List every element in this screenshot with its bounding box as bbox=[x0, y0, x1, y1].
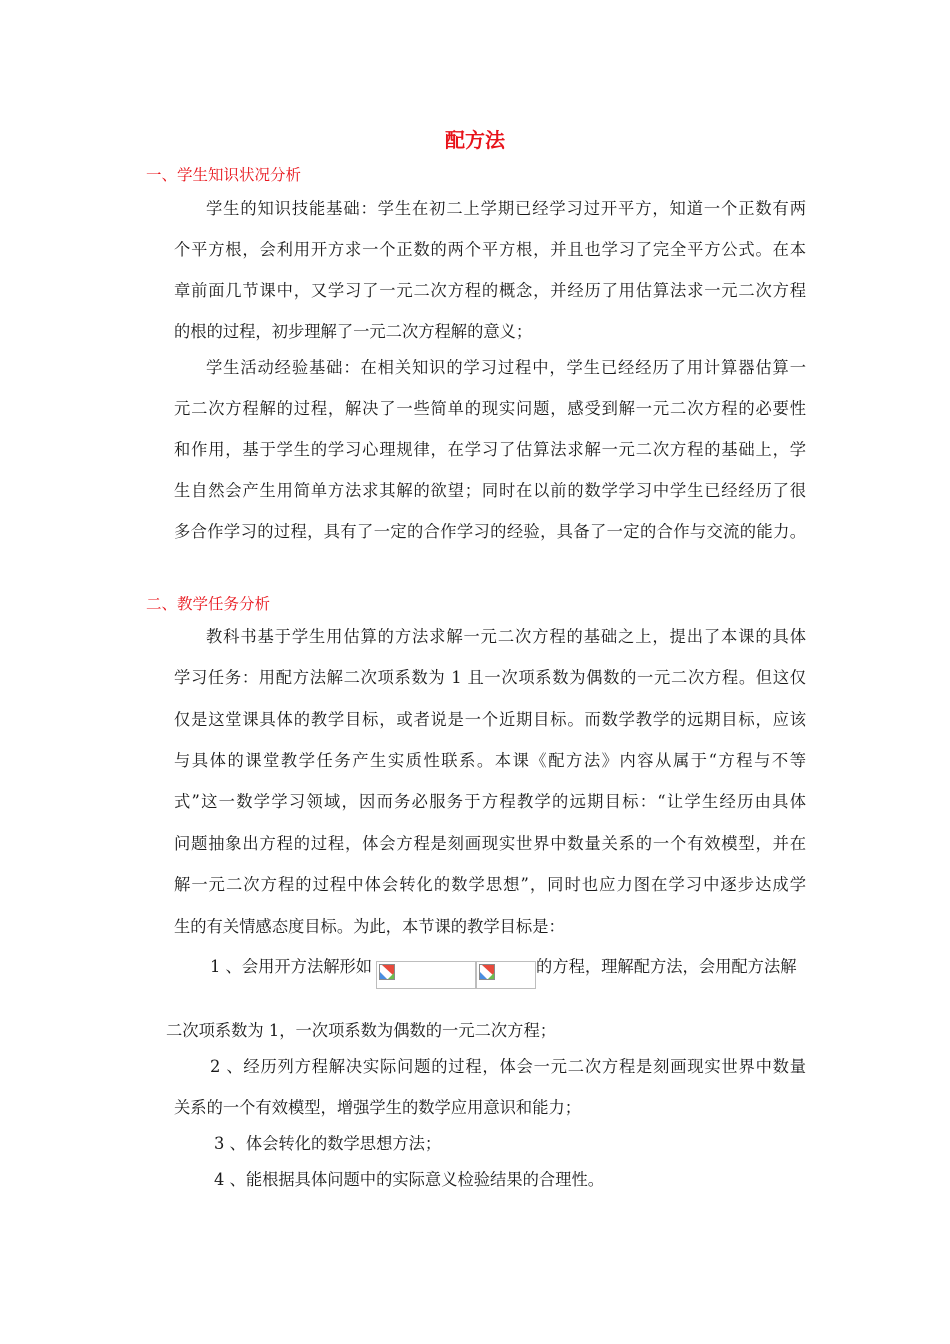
paragraph-line: 个平方根，会利用开方求一个正数的两个平方根，并且也学习了完全平方公式。在本 bbox=[174, 240, 806, 259]
paragraph-line: 与具体的课堂教学任务产生实质性联系。本课《配方法》内容从属于“方程与不等 bbox=[174, 751, 806, 770]
paragraph-line: 元二次方程解的过程，解决了一些简单的现实问题，感受到解一元二次方程的必要性 bbox=[174, 399, 806, 418]
goal-4-text: 4 、能根据具体问题中的实际意义检验结果的合理性。 bbox=[214, 1170, 605, 1189]
document-title: 配方法 bbox=[445, 128, 505, 152]
broken-image-icon bbox=[379, 964, 395, 980]
paragraph-line: 和作用，基于学生的学习心理规律，在学习了估算法求解一元二次方程的基础上，学 bbox=[174, 440, 806, 459]
paragraph-line: 问题抽象出方程的过程，体会方程是刻画现实世界中数量关系的一个有效模型，并在 bbox=[174, 834, 806, 853]
paragraph-line: 的根的过程，初步理解了一元二次方程解的意义； bbox=[174, 322, 533, 341]
paragraph-line: 学生活动经验基础：在相关知识的学习过程中，学生已经经历了用计算器估算一 bbox=[206, 358, 806, 377]
formula-image-placeholder bbox=[376, 961, 476, 989]
section-heading-1: 一、学生知识状况分析 bbox=[146, 166, 302, 184]
paragraph-line: 仅是这堂课具体的教学目标，或者说是一个近期目标。而数学教学的远期目标，应该 bbox=[174, 710, 806, 729]
goal-1-text-end: 的方程，理解配方法，会用配方法解 bbox=[536, 957, 797, 976]
paragraph-line: 式”这一数学学习领域，因而务必服务于方程教学的远期目标：“让学生经历由具体 bbox=[174, 792, 806, 811]
paragraph-line: 生的有关情感态度目标。为此，本节课的教学目标是： bbox=[174, 917, 565, 936]
goal-1-text-start: 1 、会用开方法解形如 bbox=[210, 957, 373, 976]
paragraph-line: 学习任务：用配方法解二次项系数为 1 且一次项系数为偶数的一元二次方程。但这仅 bbox=[174, 668, 806, 687]
goal-1-text-line2: 二次项系数为 1，一次项系数为偶数的一元二次方程； bbox=[166, 1021, 557, 1040]
paragraph-line: 生自然会产生用简单方法求其解的欲望；同时在以前的数学学习中学生已经经历了很 bbox=[174, 481, 806, 500]
broken-image-icon bbox=[479, 964, 495, 980]
goal-2-text-line2: 关系的一个有效模型，增强学生的数学应用意识和能力； bbox=[174, 1098, 582, 1117]
goal-3-text: 3 、体会转化的数学思想方法； bbox=[214, 1134, 442, 1153]
section-heading-2: 二、教学任务分析 bbox=[146, 595, 271, 613]
paragraph-line: 章前面几节课中，又学习了一元二次方程的概念，并经历了用估算法求一元二次方程 bbox=[174, 281, 806, 300]
paragraph-line: 学生的知识技能基础：学生在初二上学期已经学习过开平方，知道一个正数有两 bbox=[206, 199, 806, 218]
paragraph-line: 多合作学习的过程，具有了一定的合作学习的经验，具备了一定的合作与交流的能力。 bbox=[174, 522, 806, 541]
goal-2-text: 2 、经历列方程解决实际问题的过程，体会一元二次方程是刻画现实世界中数量 bbox=[210, 1057, 806, 1076]
paragraph-line: 解一元二次方程的过程中体会转化的数学思想”，同时也应力图在学习中逐步达成学 bbox=[174, 875, 806, 894]
paragraph-line: 教科书基于学生用估算的方法求解一元二次方程的基础之上，提出了本课的具体 bbox=[206, 627, 806, 646]
formula-image-placeholder bbox=[476, 961, 536, 989]
